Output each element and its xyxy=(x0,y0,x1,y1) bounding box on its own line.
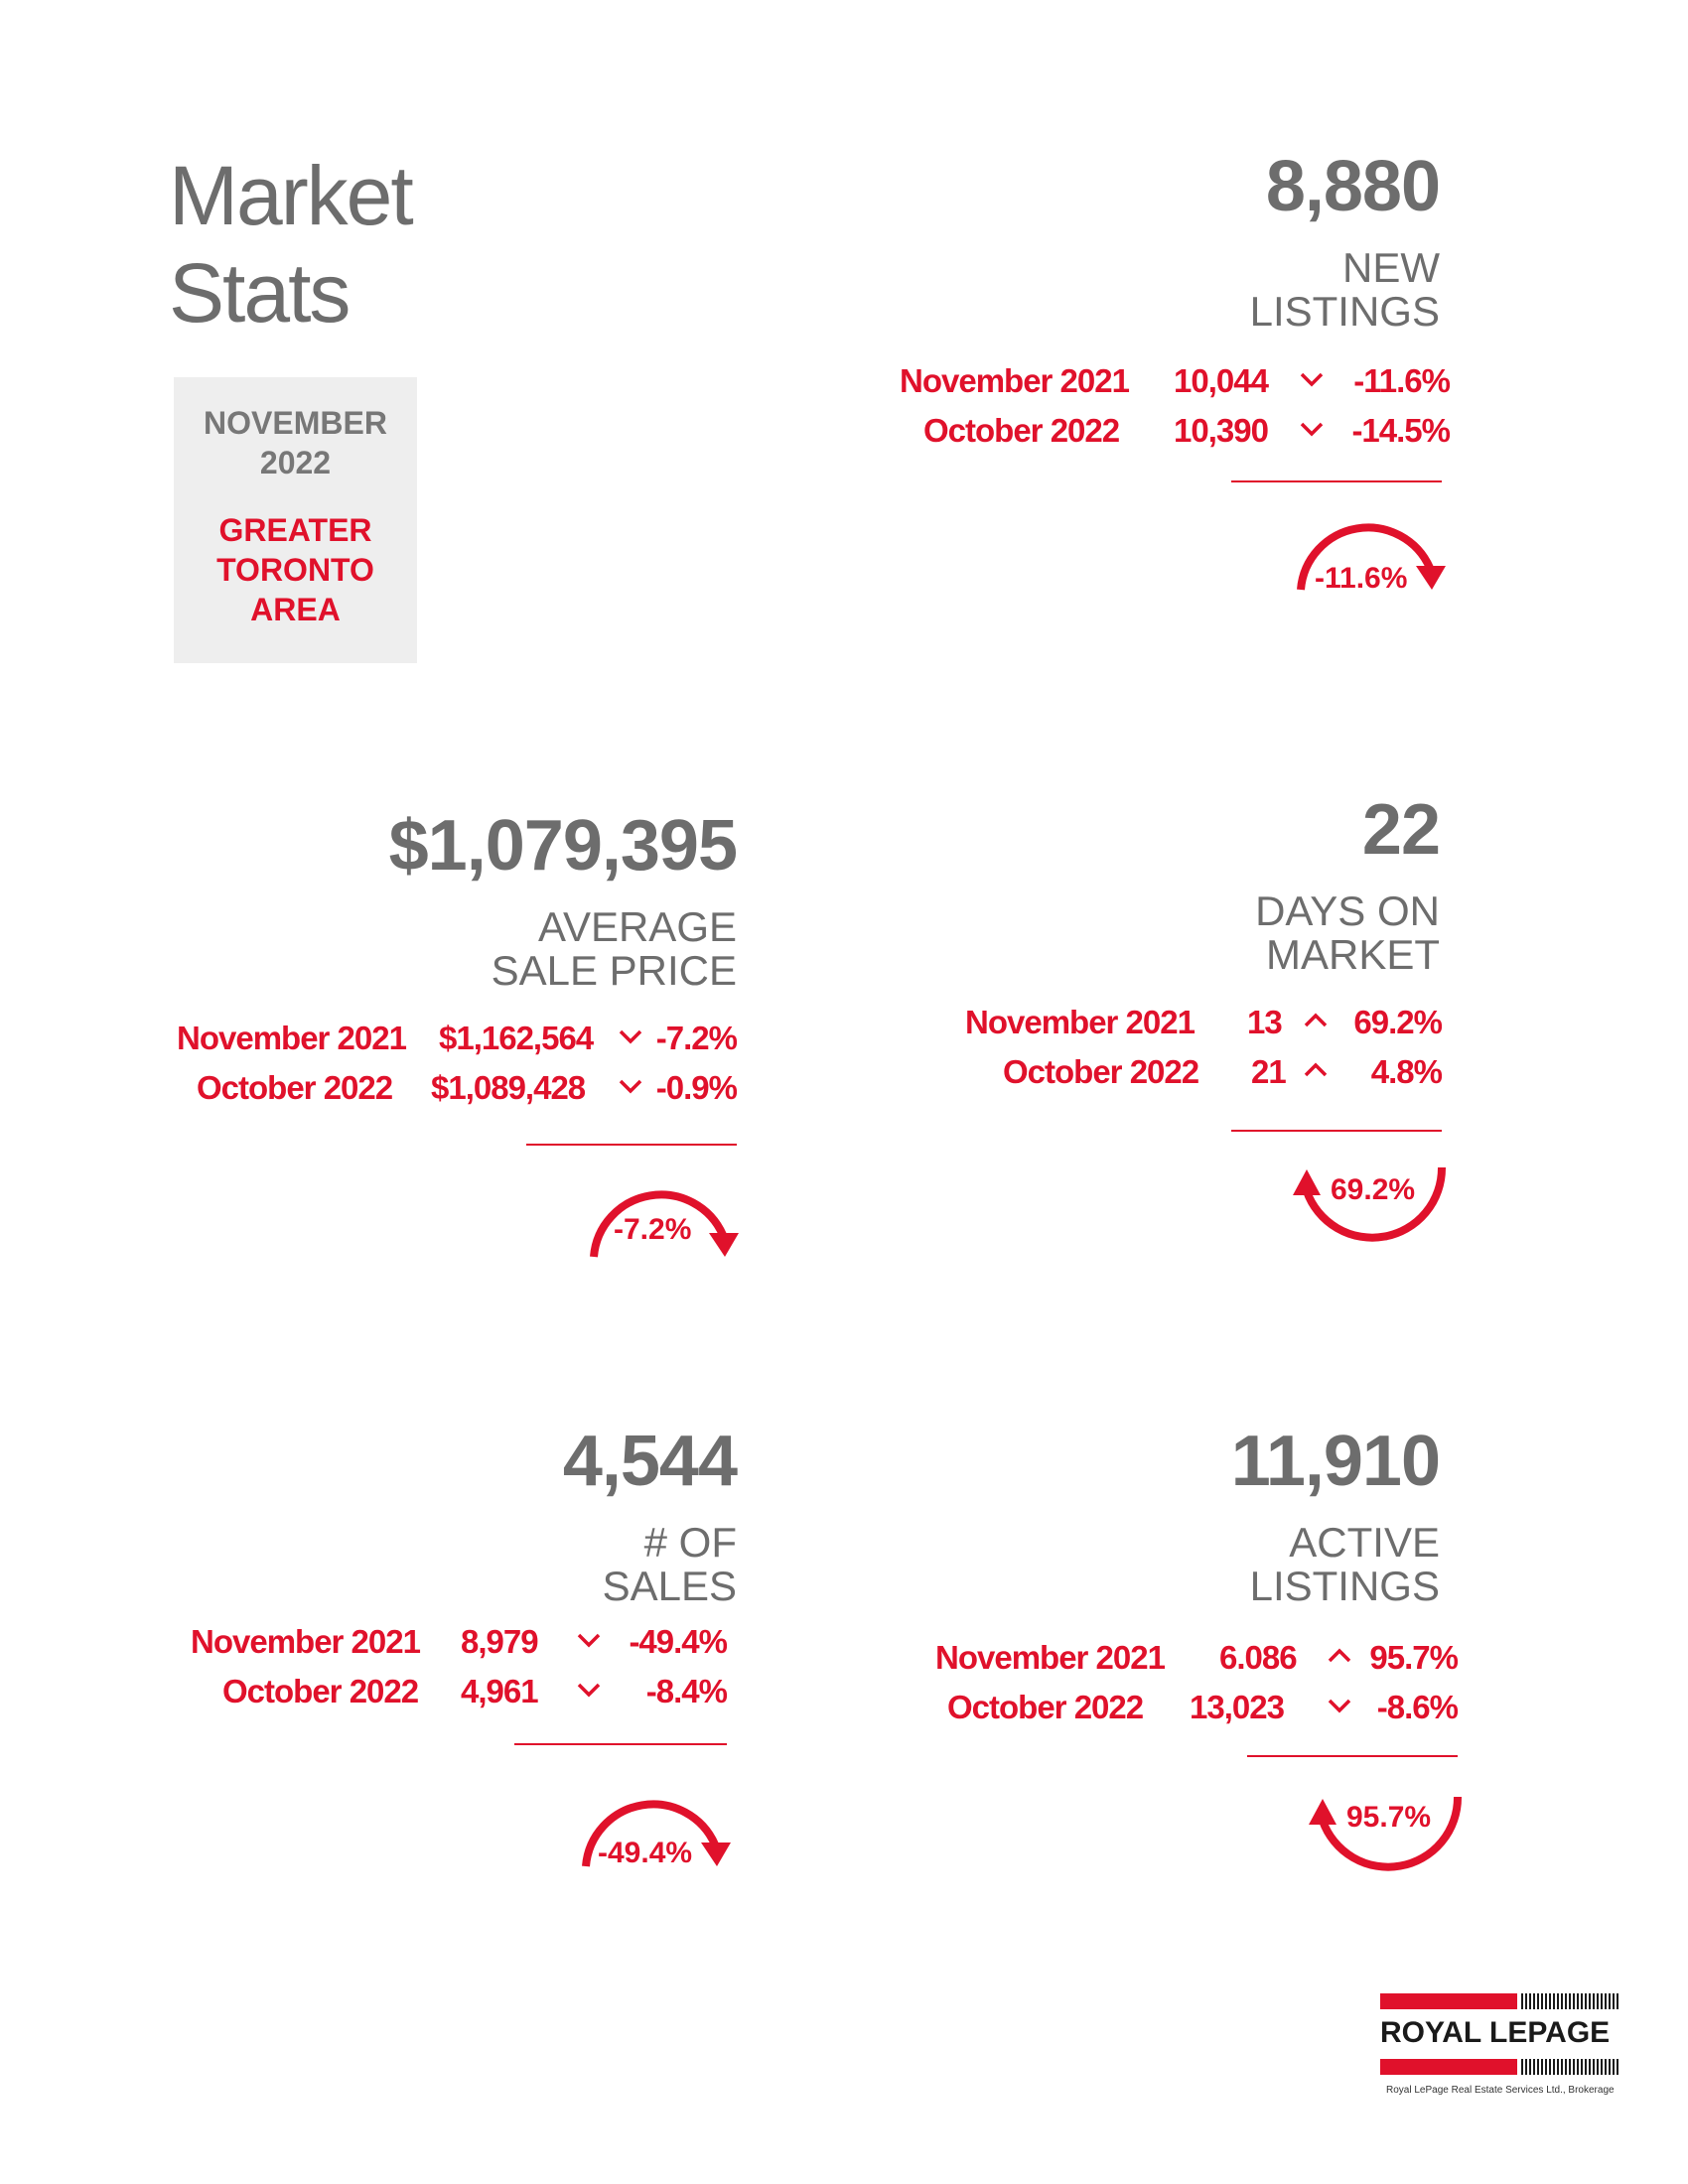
title-line-2: Stats xyxy=(169,246,350,340)
comparison-sales xyxy=(191,1622,727,1721)
stat-value: 11,910 xyxy=(1230,1422,1440,1501)
comparison-value: 10,044 xyxy=(1174,362,1268,399)
comparison-change: 95.7% xyxy=(1369,1639,1458,1676)
comparison-value: 13 xyxy=(1247,1004,1282,1040)
gauge-value: 69.2% xyxy=(1331,1173,1416,1206)
gauge-avg-sale-price xyxy=(586,1177,755,1277)
chevron-down-icon xyxy=(576,1622,602,1648)
gauge-value: -11.6% xyxy=(1315,562,1408,595)
period-date xyxy=(174,403,417,482)
divider xyxy=(514,1743,727,1745)
chevron-up-icon xyxy=(1303,1003,1329,1028)
chevron-up-icon xyxy=(1303,1052,1329,1078)
comparison-period: October 2022 xyxy=(1003,1053,1199,1090)
divider xyxy=(1231,480,1442,482)
comparison-row xyxy=(900,361,1450,411)
stat-label-line-1: # OF xyxy=(643,1519,737,1566)
chevron-down-icon xyxy=(618,1068,643,1094)
stat-value: 22 xyxy=(1361,790,1440,870)
logo-red-bar xyxy=(1380,1993,1517,2009)
comparison-row xyxy=(177,1068,737,1118)
comparison-value: 21 xyxy=(1251,1053,1286,1090)
comparison-change: -7.2% xyxy=(655,1020,737,1056)
stat-label xyxy=(42,1521,737,1608)
comparison-value: 6.086 xyxy=(1219,1639,1297,1676)
comparison-value: 8,979 xyxy=(461,1623,538,1660)
comparison-row xyxy=(900,411,1450,461)
comparison-row xyxy=(191,1622,727,1672)
comparison-period: November 2021 xyxy=(177,1020,406,1056)
divider xyxy=(1247,1755,1458,1757)
comparison-period: October 2022 xyxy=(222,1673,419,1709)
comparison-avg-sale-price xyxy=(177,1019,737,1118)
chevron-down-icon xyxy=(1299,361,1325,387)
comparison-period: November 2021 xyxy=(191,1623,420,1660)
period-year: 2022 xyxy=(259,445,332,480)
chevron-up-icon xyxy=(1327,1638,1352,1664)
stat-value: $1,079,395 xyxy=(388,806,737,886)
comparison-change: 4.8% xyxy=(1370,1053,1442,1090)
logo-stripes xyxy=(1521,2059,1618,2075)
gauge-value: -49.4% xyxy=(598,1837,693,1869)
comparison-row xyxy=(965,1003,1442,1052)
page-title xyxy=(169,147,412,341)
comparison-row xyxy=(191,1672,727,1721)
comparison-change: 69.2% xyxy=(1353,1004,1442,1040)
comparison-value: 13,023 xyxy=(1190,1689,1284,1725)
comparison-period: November 2021 xyxy=(900,362,1129,399)
stat-new-listings xyxy=(745,147,1440,334)
stat-label-line-2: MARKET xyxy=(1265,931,1440,978)
divider xyxy=(526,1144,737,1146)
period-area xyxy=(174,510,417,629)
stat-label-line-1: DAYS ON xyxy=(1255,887,1440,934)
stat-days-on-market xyxy=(745,790,1440,977)
comparison-change: -11.6% xyxy=(1353,362,1450,399)
stat-label xyxy=(745,1521,1440,1608)
gauge-value: 95.7% xyxy=(1346,1801,1432,1834)
gauge-new-listings xyxy=(1293,510,1462,610)
stat-value: 8,880 xyxy=(1265,147,1440,226)
comparison-change: -8.4% xyxy=(645,1673,727,1709)
stat-avg-sale-price xyxy=(42,806,737,993)
area-line-2: TORONTO xyxy=(216,552,374,588)
comparison-value: $1,162,564 xyxy=(439,1020,594,1056)
stat-label-line-2: SALES xyxy=(602,1563,737,1609)
gauge-days-on-market xyxy=(1281,1152,1450,1251)
logo-brand-name: ROYAL LEPAGE xyxy=(1380,2016,1611,2049)
comparison-period: October 2022 xyxy=(197,1069,393,1106)
gauge-sales xyxy=(578,1787,747,1886)
comparison-row xyxy=(177,1019,737,1068)
chevron-down-icon xyxy=(576,1672,602,1698)
stat-label-line-1: NEW xyxy=(1342,244,1440,291)
stat-label-line-2: LISTINGS xyxy=(1249,1563,1440,1609)
comparison-change: -8.6% xyxy=(1376,1689,1458,1725)
logo-red-bar xyxy=(1380,2059,1517,2075)
comparison-period: November 2021 xyxy=(965,1004,1195,1040)
stat-sales xyxy=(42,1422,737,1608)
stat-value: 4,544 xyxy=(562,1422,737,1501)
stat-label-line-1: ACTIVE xyxy=(1289,1519,1440,1566)
comparison-row xyxy=(935,1688,1458,1737)
logo-legal-text: Royal LePage Real Estate Services Ltd., Brokerage xyxy=(1386,2085,1615,2096)
stat-active-listings xyxy=(745,1422,1440,1608)
comparison-change: -0.9% xyxy=(655,1069,737,1106)
royal-lepage-logo xyxy=(1380,1993,1618,2098)
title-line-1: Market xyxy=(169,149,412,242)
comparison-period: November 2021 xyxy=(935,1639,1165,1676)
stat-label-line-1: AVERAGE xyxy=(538,903,737,950)
area-line-1: GREATER xyxy=(218,512,372,548)
chevron-down-icon xyxy=(1299,411,1325,437)
comparison-value: 10,390 xyxy=(1174,412,1268,449)
comparison-value: $1,089,428 xyxy=(431,1069,586,1106)
stat-label xyxy=(42,905,737,993)
divider xyxy=(1231,1130,1442,1132)
logo-stripes xyxy=(1521,1993,1618,2009)
period-box xyxy=(174,377,417,663)
comparison-row xyxy=(965,1052,1442,1102)
comparison-period: October 2022 xyxy=(947,1689,1144,1725)
chevron-down-icon xyxy=(1327,1688,1352,1713)
comparison-change: -49.4% xyxy=(629,1623,727,1660)
stat-label xyxy=(745,246,1440,334)
comparison-row xyxy=(935,1638,1458,1688)
comparison-new-listings xyxy=(900,361,1450,461)
comparison-active-listings xyxy=(935,1638,1458,1737)
stat-label-line-2: LISTINGS xyxy=(1249,288,1440,335)
stat-label-line-2: SALE PRICE xyxy=(491,947,737,994)
comparison-change: -14.5% xyxy=(1351,412,1450,449)
stat-label xyxy=(745,889,1440,977)
gauge-value: -7.2% xyxy=(614,1213,692,1246)
comparison-days-on-market xyxy=(965,1003,1442,1102)
chevron-down-icon xyxy=(618,1019,643,1044)
comparison-value: 4,961 xyxy=(461,1673,538,1709)
comparison-period: October 2022 xyxy=(923,412,1120,449)
period-month: NOVEMBER xyxy=(204,405,387,441)
area-line-3: AREA xyxy=(250,592,341,627)
gauge-active-listings xyxy=(1297,1781,1466,1880)
